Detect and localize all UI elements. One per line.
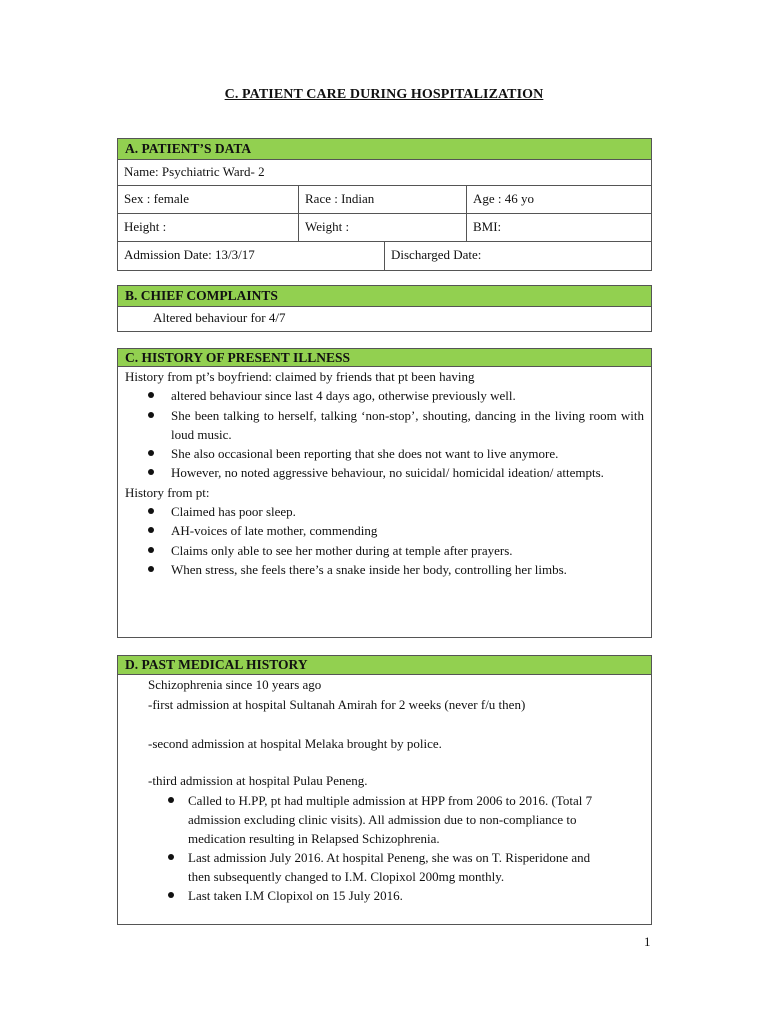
present-illness-table (117, 348, 652, 638)
present-illness-intro-patient: History from pt: (125, 484, 210, 500)
patient-history-list (125, 502, 644, 579)
boyfriend-history-list (125, 386, 644, 482)
past-medical-header: D. PAST MEDICAL HISTORY (118, 656, 651, 675)
list-item: AH-voices of late mother, commending (125, 521, 644, 540)
chief-complaints-header: B. CHIEF COMPLAINTS (118, 286, 651, 307)
patient-height: Height : (124, 219, 167, 234)
patient-bmi: BMI: (466, 214, 651, 241)
list-item: Called to H.PP, pt had multiple admission at HPP from 2006 to 2016. (Total 7 admission excluding clinic visits). All admission due to non-compliance to medication resulting in Relapsed Schizophrenia. (118, 791, 631, 848)
patient-age: Age : 46 yo (466, 186, 651, 213)
list-item: Last taken I.M Clopixol on 15 July 2016. (118, 886, 631, 905)
patient-race: Race : Indian (298, 186, 466, 213)
patient-data-header: A. PATIENT’S DATA (118, 139, 651, 160)
list-item: Claimed has poor sleep. (125, 502, 644, 521)
chief-complaint-text: Altered behaviour for 4/7 (153, 310, 286, 325)
page-number: 1 (644, 934, 651, 949)
discharged-date: Discharged Date: (384, 242, 651, 270)
past-medical-list (118, 791, 631, 905)
patient-weight: Weight : (298, 214, 466, 241)
past-medical-line: -second admission at hospital Melaka brought by police. (148, 736, 442, 751)
admission-date: Admission Date: 13/3/17 (124, 247, 255, 262)
past-medical-line: -first admission at hospital Sultanah Amirah for 2 weeks (never f/u then) (148, 697, 526, 712)
patient-name: Name: Psychiatric Ward- 2 (124, 164, 265, 179)
list-item: When stress, she feels there’s a snake inside her body, controlling her limbs. (125, 560, 644, 579)
present-illness-header: C. HISTORY OF PRESENT ILLNESS (118, 349, 651, 367)
list-item: Claims only able to see her mother during at temple after prayers. (125, 541, 644, 560)
page-title: C. PATIENT CARE DURING HOSPITALIZATION (224, 87, 544, 102)
patient-data-table (117, 138, 652, 271)
list-item: She been talking to herself, talking ‘non-stop’, shouting, dancing in the living room with loud music. (125, 406, 644, 445)
list-item: Last admission July 2016. At hospital Peneng, she was on T. Risperidone and then subsequently changed to I.M. Clopixol 200mg monthly. (118, 848, 631, 886)
list-item: She also occasional been reporting that she does not want to live anymore. (125, 444, 644, 463)
present-illness-intro-boyfriend: History from pt’s boyfriend: claimed by friends that pt been having (125, 369, 475, 384)
list-item: altered behaviour since last 4 days ago, otherwise previously well. (125, 386, 644, 405)
chief-complaints-table (117, 285, 652, 332)
patient-sex: Sex : female (124, 191, 189, 206)
past-medical-table (117, 655, 652, 925)
list-item: However, no noted aggressive behaviour, no suicidal/ homicidal ideation/ attempts. (125, 463, 644, 482)
past-medical-line: Schizophrenia since 10 years ago (148, 677, 322, 692)
past-medical-line: -third admission at hospital Pulau Peneng. (148, 773, 368, 788)
